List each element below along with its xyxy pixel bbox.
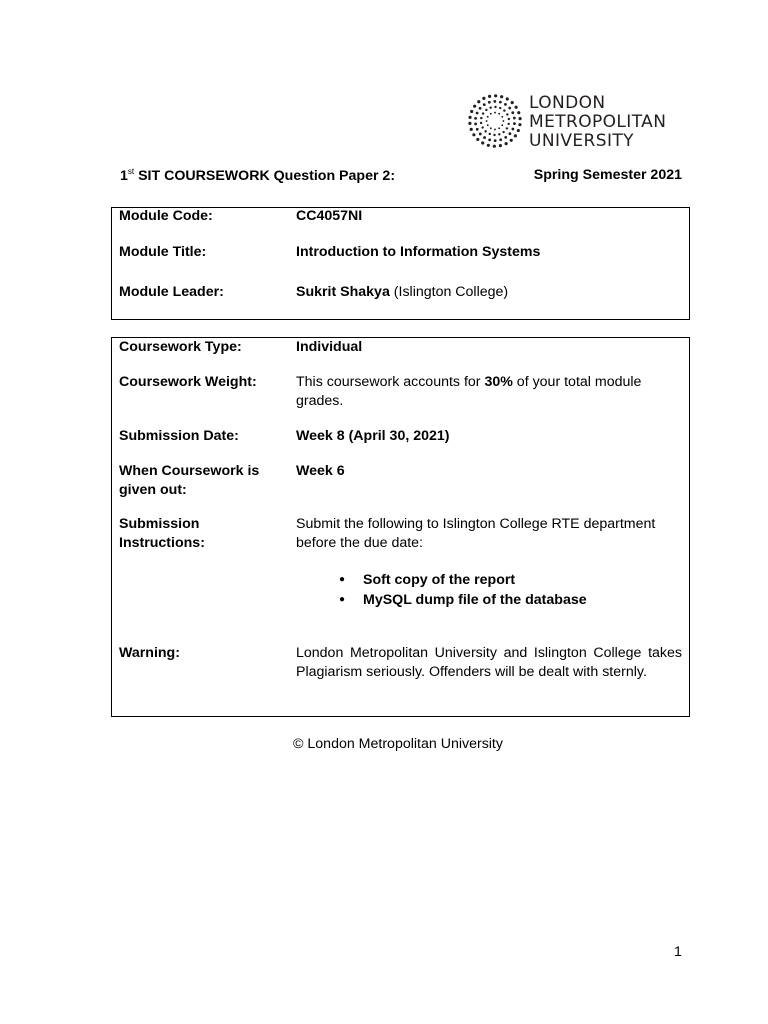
- weight-percent: 30%: [484, 374, 513, 390]
- logo-dot: [489, 106, 491, 108]
- logo-dot: [470, 110, 473, 113]
- given-out-value: Week 6: [296, 463, 345, 479]
- logo-dot: [506, 113, 508, 115]
- logo-dot: [493, 134, 495, 136]
- semester-label: Spring Semester 2021: [533, 167, 682, 183]
- logo-dot: [483, 136, 486, 139]
- logo-dot: [511, 128, 514, 131]
- deliverable-item: ● Soft copy of the report: [339, 570, 587, 590]
- submission-date-value: Week 8 (April 30, 2021): [296, 428, 450, 444]
- logo-dot: [488, 101, 491, 104]
- page-number: 1: [674, 944, 682, 960]
- logo-line-3: UNIVERSITY: [529, 131, 634, 151]
- logo-dot: [511, 101, 514, 104]
- logo-dot: [485, 109, 487, 111]
- deliverables-list: [339, 570, 587, 610]
- logo-dot: [518, 123, 521, 126]
- given-out-label: When Coursework is given out:: [119, 463, 260, 498]
- logo-dot: [488, 95, 491, 98]
- logo-dot-emblem-icon: [467, 93, 523, 149]
- logo-dot: [482, 97, 485, 100]
- logo-dot: [499, 101, 502, 104]
- coursework-weight-value: [296, 373, 682, 410]
- logo-dot: [489, 133, 491, 135]
- logo-dot: [507, 123, 509, 125]
- logo-dot: [494, 94, 497, 97]
- logo-dot: [510, 139, 513, 142]
- logo-dot: [513, 117, 516, 120]
- module-code-value: CC4057NI: [296, 208, 363, 224]
- logo-dot: [517, 129, 520, 132]
- logo-dot: [500, 95, 503, 98]
- logo-dot: [483, 103, 486, 106]
- weight-text-end: of your total module grades.: [296, 374, 642, 409]
- logo-dot: [509, 132, 512, 135]
- warning-label: Warning:: [119, 645, 180, 661]
- logo-dot: [517, 111, 520, 114]
- coursework-type-label: Coursework Type:: [119, 339, 242, 355]
- submission-instructions-label: Submission Instructions:: [119, 516, 205, 551]
- logo-dot: [476, 112, 479, 115]
- logo-dot: [501, 116, 503, 118]
- logo-dot: [484, 130, 486, 132]
- logo-dot: [468, 116, 471, 119]
- logo-dot: [480, 122, 482, 124]
- logo-dot: [481, 126, 483, 128]
- logo-dot: [519, 117, 522, 120]
- logo-dot: [506, 127, 508, 129]
- module-leader-name: Sukrit Shakya: [296, 284, 390, 300]
- university-logo: [467, 92, 697, 154]
- coursework-type-value: Individual: [296, 339, 363, 355]
- logo-dot: [490, 127, 492, 129]
- logo-dot: [488, 138, 491, 141]
- logo-dot: [502, 131, 504, 133]
- logo-dot: [494, 112, 496, 114]
- module-title-value: Introduction to Information Systems: [296, 244, 541, 260]
- logo-dot: [473, 105, 476, 108]
- module-leader-value: [296, 283, 682, 302]
- logo-dot: [498, 133, 500, 135]
- logo-dot: [498, 127, 500, 129]
- logo-dot: [506, 97, 509, 100]
- logo-dot: [477, 100, 480, 103]
- warning-value: London Metropolitan University and Islington College takes Plagiarism seriously. Offenders will be dealt with sternly.: [296, 645, 682, 680]
- logo-dot: [511, 111, 514, 114]
- logo-dot: [487, 116, 489, 118]
- logo-dot: [514, 134, 517, 137]
- logo-dot: [513, 122, 516, 125]
- logo-dot: [487, 124, 489, 126]
- logo-dot: [499, 107, 501, 109]
- paper-ordinal-number: 1: [120, 168, 128, 184]
- logo-dot: [505, 142, 508, 145]
- module-leader-label: Module Leader:: [119, 284, 224, 300]
- logo-dot: [493, 145, 496, 148]
- logo-dot: [482, 112, 484, 114]
- logo-dot: [498, 113, 500, 115]
- logo-dot: [490, 113, 492, 115]
- logo-dot: [508, 118, 510, 120]
- deliverable-item: ● MySQL dump file of the database: [339, 590, 587, 610]
- logo-dot: [486, 120, 488, 122]
- logo-dot: [479, 133, 482, 136]
- logo-dot: [502, 120, 504, 122]
- logo-dot: [499, 138, 502, 141]
- logo-dot: [504, 136, 507, 139]
- paper-ordinal-suffix: st: [127, 167, 135, 176]
- submission-instructions-value: Submit the following to Islington College RTE department before the due date:: [296, 516, 656, 551]
- logo-dot: [470, 128, 473, 131]
- logo-dot: [468, 122, 471, 125]
- logo-dot: [474, 123, 477, 126]
- logo-line-1: LONDON: [529, 93, 606, 113]
- paper-title-text: SIT COURSEWORK Question Paper 2:: [134, 168, 396, 184]
- coursework-details-table: [111, 337, 690, 717]
- logo-wordmark: [529, 94, 666, 151]
- logo-dot: [499, 144, 502, 147]
- coursework-weight-label: Coursework Weight:: [119, 374, 257, 390]
- logo-dot: [476, 138, 479, 141]
- logo-dot: [480, 117, 482, 119]
- logo-dot: [494, 128, 496, 130]
- logo-dot: [504, 103, 507, 106]
- copyright-notice: © London Metropolitan University: [293, 736, 503, 752]
- logo-dot: [472, 133, 475, 136]
- logo-dot: [474, 117, 477, 120]
- submission-date-label: Submission Date:: [119, 428, 239, 444]
- logo-dot: [481, 141, 484, 144]
- logo-dot: [501, 124, 503, 126]
- paper-title: [120, 167, 395, 184]
- module-title-label: Module Title:: [119, 244, 207, 260]
- module-leader-affiliation: (Islington College): [389, 284, 509, 300]
- logo-dot: [494, 139, 497, 142]
- logo-line-2: METROPOLITAN: [529, 112, 667, 132]
- weight-text-start: This coursework accounts for: [296, 374, 485, 390]
- module-code-label: Module Code:: [119, 208, 213, 224]
- logo-dot: [508, 107, 511, 110]
- logo-dot: [493, 100, 496, 103]
- logo-dot: [503, 109, 505, 111]
- logo-dot: [487, 144, 490, 147]
- logo-dot: [476, 128, 479, 131]
- logo-dot: [515, 106, 518, 109]
- module-info-table: [111, 207, 690, 320]
- logo-dot: [479, 107, 482, 110]
- logo-dot: [494, 106, 496, 108]
